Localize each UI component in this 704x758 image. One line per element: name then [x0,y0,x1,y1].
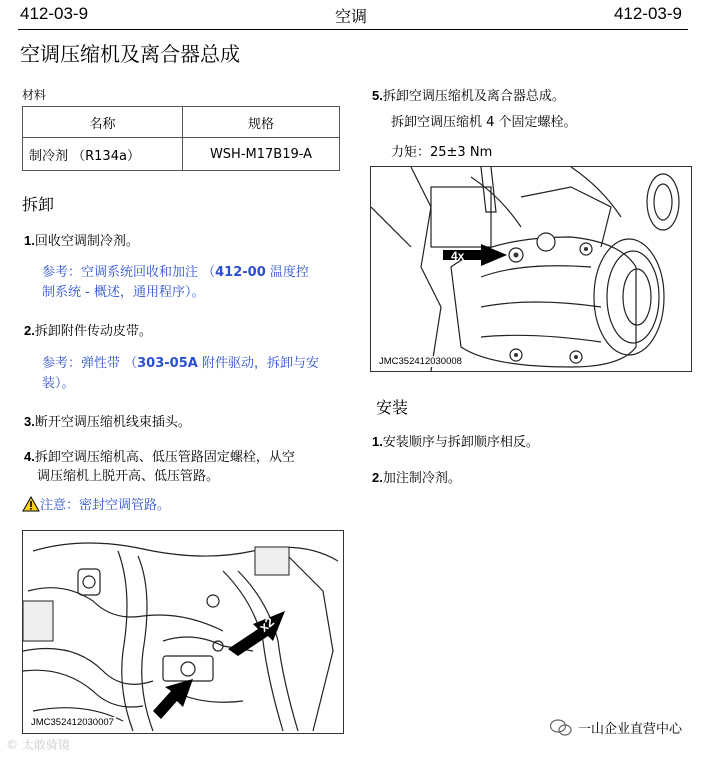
table-header-cell: 名称 [23,107,183,138]
removal-step-2 [24,321,152,341]
step-text: 拆卸空调压缩机高、低压管路固定螺栓，从空 [34,450,295,465]
page-number-right: 412-03-9 [613,4,682,23]
step-text: 拆卸空调压缩机及离合器总成。 [382,89,565,104]
table-header-cell: 规格 [183,107,340,138]
install-heading: 安装 [376,398,409,417]
step-text: 回收空调制冷剂。 [34,234,139,249]
step-number: 5. [372,88,383,103]
watermark [6,736,70,753]
step5-torque: 力矩：25±3 Nm [391,145,493,160]
removal-heading: 拆卸 [22,195,55,214]
step-number: 2. [372,470,383,485]
install-step-2 [372,468,461,488]
step-text: 断开空调压缩机线束插头。 [34,415,191,430]
figure-caption: JMC352412030008 [379,356,462,367]
install-step-1 [372,432,539,452]
section-name: 空调 [335,7,368,26]
ref-prefix: 参考：空调系统回收和加注 （ [42,265,216,280]
engine-bay-illustration [23,531,343,733]
ref-link-412-00[interactable]: 412-00 [215,265,266,280]
reference-2 [42,354,319,394]
materials-label: 材料 [22,88,47,102]
table-row [23,138,340,171]
arrow-icon [153,679,193,719]
table-cell-name: 制冷剂 （R134a） [23,138,183,171]
ref-line2: 制系统 - 概述，通用程序）。 [42,285,205,300]
step-number: 1. [372,434,383,449]
warning-icon [22,496,40,512]
watermark-icon: © [6,738,18,752]
figure-line-disconnect [22,530,344,734]
step-number: 1. [24,233,35,248]
figure-compressor-bolts [370,166,692,372]
ref-line2: 装）。 [42,376,75,391]
step5-bolts: 拆卸空调压缩机 4 个固定螺栓。 [391,115,577,130]
removal-step-3 [24,412,191,432]
brand-footer [550,718,682,737]
step-text: 安装顺序与拆卸顺序相反。 [382,435,539,450]
step-number: 3. [24,414,35,429]
step-text-line2: 调压缩机上脱开高、低压管路。 [37,469,220,484]
page-number-left: 412-03-9 [20,4,89,23]
step-text: 加注制冷剂。 [382,471,461,486]
callout-label: 4x [451,249,465,263]
ref-prefix: 参考：弹性带 （ [42,356,138,371]
step-number: 2. [24,323,35,338]
step-text: 拆卸附件传动皮带。 [34,324,152,339]
page-header [0,0,704,30]
header-rule [18,29,688,30]
caution-note [22,494,170,513]
wechat-icon [550,719,572,737]
compressor-illustration [371,167,691,371]
removal-step-1 [24,231,139,251]
step-number: 4. [24,449,35,464]
callout-label: x2 [256,613,277,635]
materials-table [22,106,340,171]
reference-1 [42,263,309,303]
ref-suffix: 附件驱动，拆卸与安 [197,356,319,371]
figure-caption: JMC352412030007 [31,717,114,728]
removal-step-5 [372,86,565,106]
ref-link-303-05A[interactable]: 303-05A [137,356,198,371]
page-title: 空调压缩机及离合器总成 [20,42,240,66]
table-cell-spec: WSH-M17B19-A [183,138,340,171]
brand-name: 一山企业直营中心 [577,722,682,737]
caution-text: 注意：密封空调管路。 [40,498,171,513]
removal-step-4 [24,447,295,486]
ref-suffix: 温度控 [265,265,309,280]
table-header-row [23,107,340,138]
watermark-text: 太敢骑镜 [21,738,70,752]
